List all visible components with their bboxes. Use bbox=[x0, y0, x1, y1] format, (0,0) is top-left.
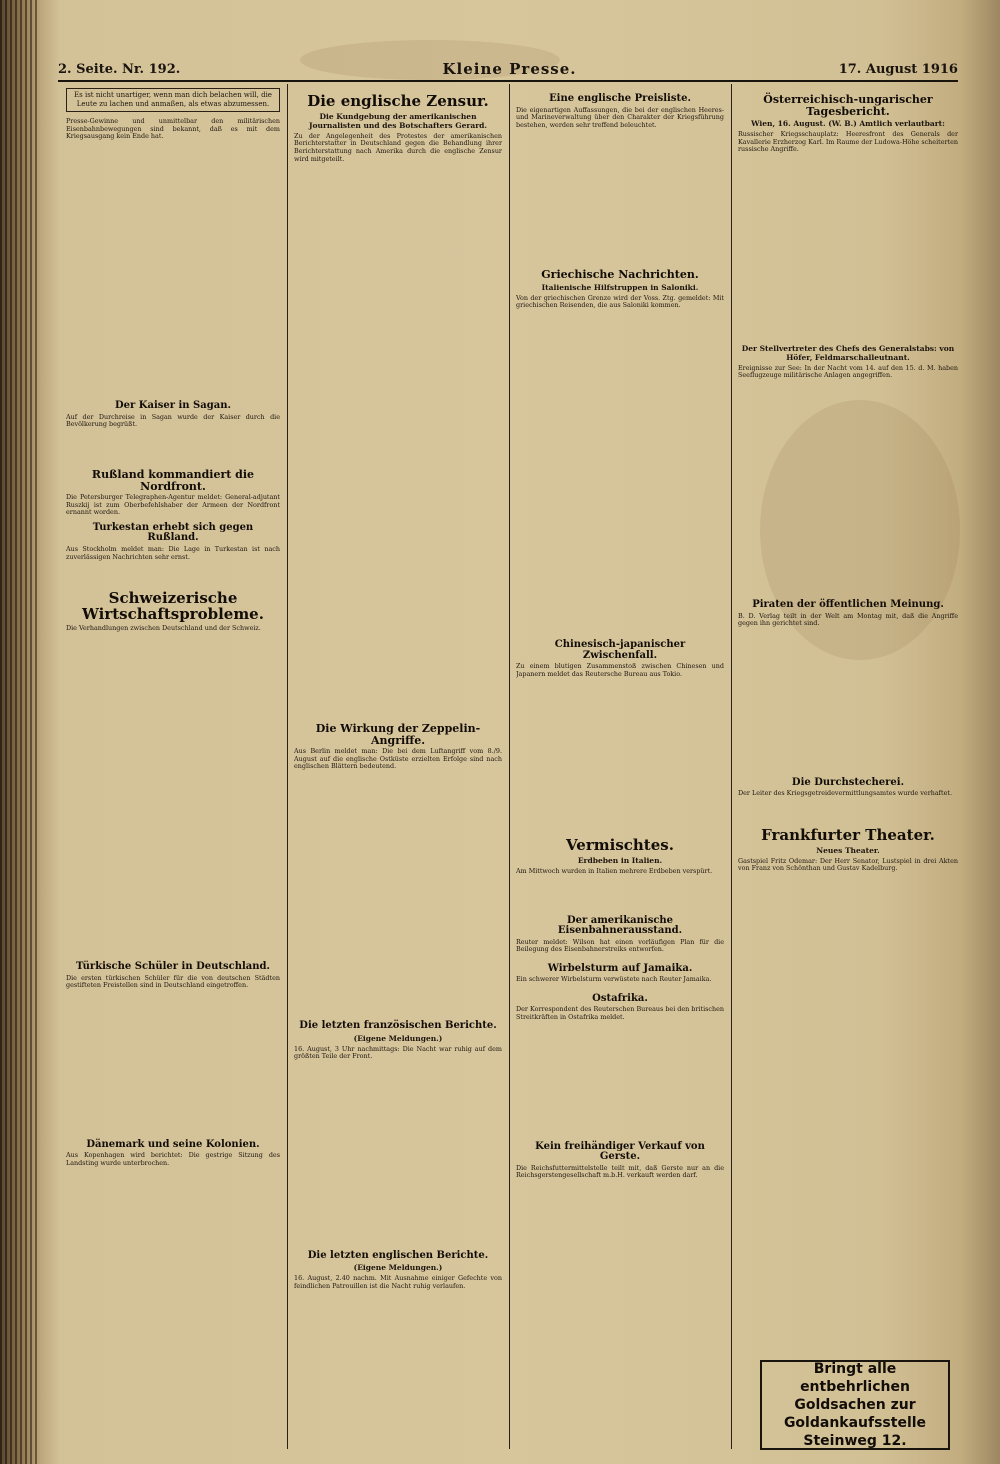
article bbox=[66, 469, 280, 517]
article-text: Presse-Gewinne und unmittelbar den militärischen Eisenbahnbewegungen sind bekannt, daß es mit dem Kriegsausgang kein Ende hat. bbox=[66, 117, 280, 141]
article-text: Russischer Kriegsschauplatz: Heeresfront des Generals der Kavallerie Erzherzog Karl. Im Raume der Ludowa-Höhe scheiterten russische Angriffe. bbox=[738, 130, 958, 154]
article bbox=[738, 600, 958, 628]
article-headline: Wirbelsturm auf Jamaika. bbox=[547, 962, 693, 974]
article bbox=[516, 1142, 724, 1180]
article-text: Aus Kopenhagen wird berichtet: Die gestrige Sitzung des Landsting wurde unterbrochen. bbox=[66, 1151, 280, 1167]
article-text: Die Reichsfuttermittelstelle teilt mit, daß Gerste nur an die Reichsgerstengesellschaft m.b.H. verkauft werden darf. bbox=[516, 1163, 724, 1180]
article-headline: Die Wirkung der Zeppelin-Angriffe. bbox=[315, 722, 481, 747]
article-headline: Piraten der öffentlichen Meinung. bbox=[752, 599, 944, 611]
article-text: 16. August, 2.40 nachm. Mit Ausnahme einiger Gefechte von feindlichen Patrouillen ist die Nacht ruhig verlaufen. bbox=[294, 1274, 502, 1290]
masthead: Kleine Presse. bbox=[442, 60, 577, 78]
article-headline: Türkische Schüler in Deutschland. bbox=[75, 961, 271, 973]
column-rule bbox=[509, 84, 510, 1449]
article bbox=[516, 964, 724, 984]
article-headline: Rußland kommandiert die Nordfront. bbox=[91, 468, 255, 493]
article-headline: Frankfurter Theater. bbox=[761, 825, 935, 844]
article-text: 16. August, 3 Uhr nachmittags: Die Nacht war ruhig auf dem größten Teile der Front. bbox=[294, 1044, 502, 1061]
column-rule bbox=[731, 84, 732, 1449]
article bbox=[66, 962, 280, 990]
article bbox=[66, 1140, 280, 1168]
column-3 bbox=[516, 88, 724, 1448]
article-headline: Eine englische Preisliste. bbox=[549, 93, 691, 104]
article-headline: Chinesisch-japanischer Zwischenfall. bbox=[554, 639, 686, 661]
article bbox=[516, 269, 724, 310]
article-text: Die ersten türkischen Schüler für die von deutschen Städten gestifteten Freistellen sind in Deutschland eingetroffen. bbox=[66, 973, 280, 990]
article-text: Die Petersburger Telegraphen-Agentur meldet: General-adjutant Ruszkij ist zum Oberbefehlshaber der Armeen der Nordfront ernannt worden. bbox=[66, 493, 280, 517]
article bbox=[66, 523, 280, 561]
article bbox=[294, 723, 502, 771]
article bbox=[294, 94, 502, 163]
article bbox=[66, 401, 280, 429]
article-text: Reuter meldet: Wilson hat einen vorläufigen Plan für die Beilegung des Eisenbahnerstreiks entworfen. bbox=[516, 937, 724, 954]
article-headline: Die letzten französischen Berichte. bbox=[299, 1020, 497, 1031]
article-text: Ein schwerer Wirbelsturm verwüstete nach Reuter Jamaika. bbox=[516, 975, 712, 984]
article bbox=[516, 916, 724, 954]
article bbox=[294, 1021, 502, 1061]
article-text: Von der griechischen Grenze wird der Voss. Ztg. gemeldet: Mit griechischen Reisenden, die aus Saloniki kommen. bbox=[516, 293, 724, 310]
article-headline: Österreichisch-ungarischer Tagesbericht. bbox=[763, 93, 933, 118]
notice-box: Es ist nicht unartiger, wenn man dich belachen will, die Leute zu lachen und anmaßen, als etwas abzumessen. bbox=[66, 88, 280, 112]
article-subheadline: (Eigene Meldungen.) bbox=[353, 1263, 443, 1273]
article-subheadline: Erdbeben in Italien. bbox=[577, 855, 663, 865]
article bbox=[738, 778, 958, 798]
gold-advertisement: Bringt alle entbehrlichen Goldsachen zur Goldankaufsstelle Steinweg 12. bbox=[760, 1360, 950, 1450]
page-header bbox=[58, 58, 958, 82]
article bbox=[516, 640, 724, 678]
article-text: Auf der Durchreise in Sagan wurde der Kaiser durch die Bevölkerung begrüßt. bbox=[66, 412, 280, 429]
article bbox=[738, 344, 958, 380]
article-text: Der Korrespondent des Reuterschen Bureaus bei den britischen Streitkräften in Ostafrika meldet. bbox=[516, 1005, 724, 1021]
article-text: Aus Berlin meldet man: Die bei dem Luftangriff vom 8./9. August auf die englische Ostküste erzielten Erfolge sind nach englischen Blättern bedeutend. bbox=[294, 747, 502, 771]
article-text: Zu einem blutigen Zusammenstoß zwischen Chinesen und Japanern meldet das Reutersche Bureau aus Tokio. bbox=[516, 662, 724, 678]
article-headline: Die Durchstecherei. bbox=[791, 776, 905, 788]
article-subheadline: Neues Theater. bbox=[816, 845, 880, 855]
article bbox=[66, 591, 280, 632]
article bbox=[294, 1251, 502, 1291]
article-headline: Die englische Zensur. bbox=[307, 92, 489, 110]
article-headline: Dänemark und seine Kolonien. bbox=[86, 1138, 260, 1150]
article bbox=[516, 994, 724, 1022]
article-subheadline: Die Kundgebung der amerikanischen Journalisten und des Botschafters Gerard. bbox=[308, 111, 488, 130]
article-text: Gastspiel Fritz Odemar: Der Herr Senator, Lustspiel in drei Akten von Franz von Schönthan und Gustav Kadelburg. bbox=[738, 856, 958, 873]
issue-date: 17. August 1916 bbox=[838, 61, 958, 77]
article-headline: Die letzten englischen Berichte. bbox=[307, 1249, 489, 1261]
article-text: B. D. Verlag teilt in der Welt am Montag mit, daß die Angriffe gegen ihn gerichtet sind. bbox=[738, 611, 958, 628]
article-text: Aus Stockholm meldet man: Die Lage in Turkestan ist nach zuverlässigen Nachrichten sehr ernst. bbox=[66, 544, 280, 561]
column-4 bbox=[738, 88, 958, 1348]
article-subheadline: Italienische Hilfstruppen in Saloniki. bbox=[541, 282, 699, 292]
column-1 bbox=[66, 88, 280, 1448]
article-text: Der Leiter des Kriegsgetreidevermittlungsamtes wurde verhaftet. bbox=[738, 789, 952, 798]
page-number: 2. Seite. Nr. 192. bbox=[58, 61, 181, 77]
article bbox=[738, 825, 958, 873]
article-subheadline: (Eigene Meldungen.) bbox=[353, 1033, 443, 1043]
column-rule bbox=[287, 84, 288, 1449]
article-headline: Kein freihändiger Verkauf von Gerste. bbox=[535, 1140, 705, 1163]
article-headline: Der Kaiser in Sagan. bbox=[115, 400, 231, 412]
article-text: Die Verhandlungen zwischen Deutschland und der Schweiz. bbox=[66, 623, 261, 632]
article-text: Am Mittwoch wurden in Italien mehrere Erdbeben verspürt. bbox=[516, 866, 713, 875]
article-headline: Vermischtes. bbox=[566, 836, 674, 855]
article bbox=[516, 94, 724, 129]
article bbox=[516, 838, 724, 875]
article-text: Zu der Angelegenheit des Protestes der amerikanischen Berichterstatter in Deutschland gegen die Behandlung ihrer Berichterstattung nach Amerika durch die englische Zensur wird mitgeteilt. bbox=[294, 131, 502, 163]
article-text: Die eigenartigen Auffassungen, die bei der englischen Heeres- und Marineverwaltung über den Charakter der Kriegsführung bestehen, werden sehr treffend beleuchtet. bbox=[516, 105, 724, 129]
article-subheadline: Der Stellvertreter des Chefs des Generalstabs: von Höfer, Feldmarschalleutnant. bbox=[741, 343, 955, 362]
article-headline: Ostafrika. bbox=[592, 992, 648, 1004]
article-headline: Schweizerische Wirtschaftsprobleme. bbox=[82, 589, 264, 623]
article bbox=[738, 94, 958, 154]
article-headline: Der amerikanische Eisenbahnerausstand. bbox=[557, 914, 683, 937]
page-stack-edge bbox=[0, 0, 40, 1464]
article-text: Ereignisse zur See: In der Nacht vom 14. auf den 15. d. M. haben Seeflugzeuge militärische Anlagen angegriffen. bbox=[738, 363, 958, 380]
article-headline: Turkestan erhebt sich gegen Rußland. bbox=[92, 521, 254, 544]
column-2 bbox=[294, 88, 502, 1448]
article-headline: Griechische Nachrichten. bbox=[541, 268, 699, 282]
article-subheadline: Wien, 16. August. (W. B.) Amtlich verlautbart: bbox=[751, 119, 945, 129]
article: Presse-Gewinne und unmittelbar den militärischen Eisenbahnbewegungen sind bekannt, daß es mit dem Kriegsausgang kein Ende hat. ⠀ bbox=[66, 117, 280, 151]
